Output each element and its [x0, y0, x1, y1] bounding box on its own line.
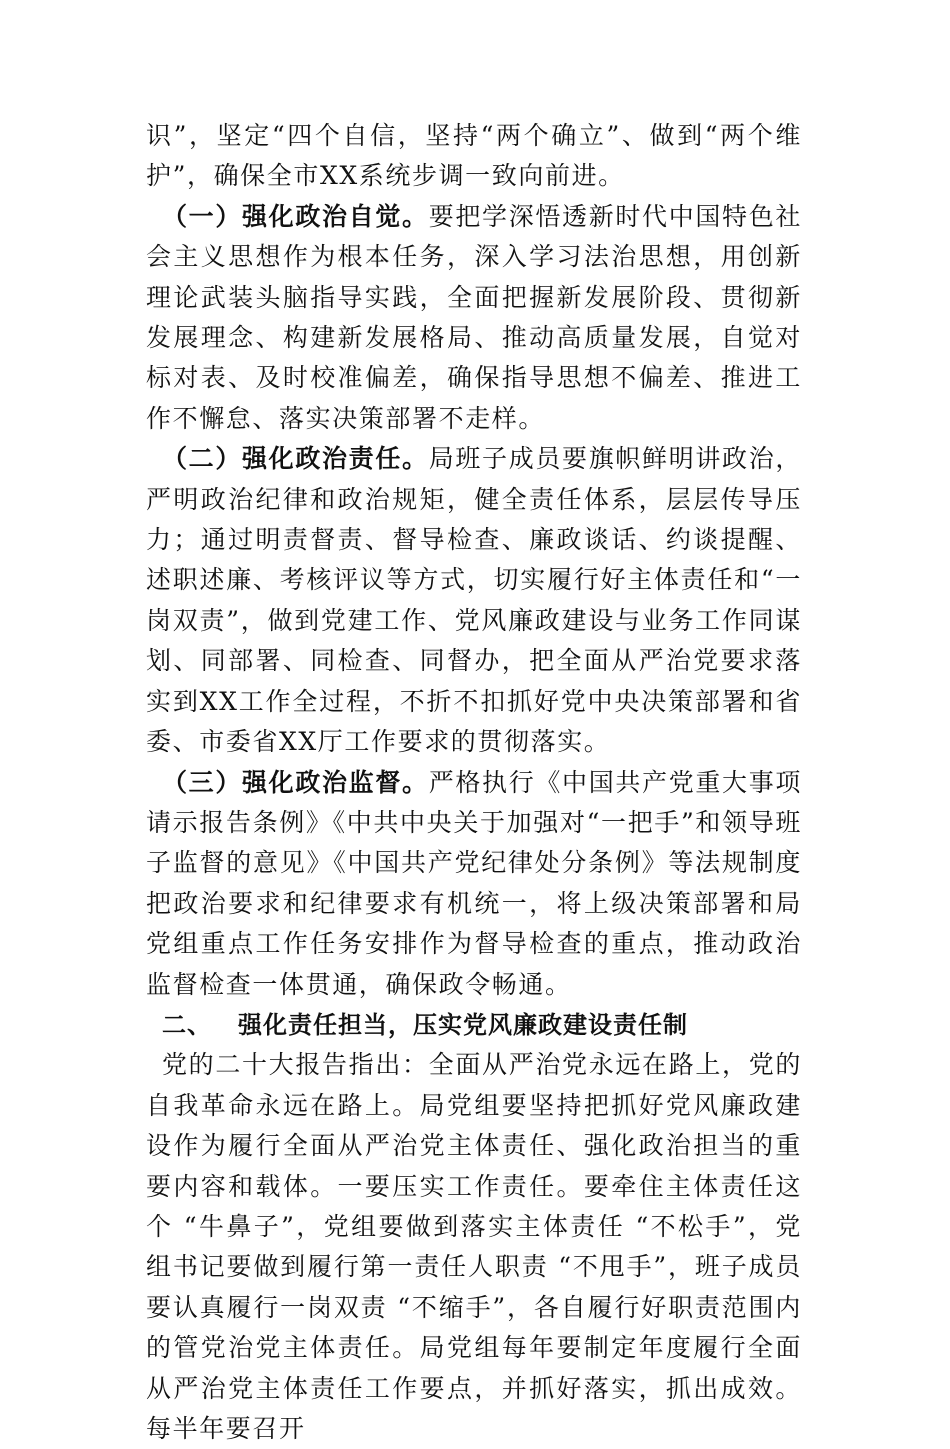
item-3-paragraph: [146, 763, 802, 1005]
section-2-heading: [146, 1005, 802, 1045]
item-2-body: 局班子成员要旗帜鲜明讲政治，严明政治纪律和政治规矩，健全责任体系，层层传导压力；通过明责督责、督导检查、廉政谈话、约谈提醒、述职述廉、考核评议等方式，切实履行好主体责任和“一岗双责”，做到党建工作、党风廉政建设与业务工作同谋划、同部署、同检查、同督办，把全面从严治党要求落实到XX工作全过程，不折不扣抓好党中央决策部署和省委、市委省XX厅工作要求的贯彻落实。: [146, 444, 802, 757]
section-2-number: 二、: [162, 1010, 212, 1039]
intro-paragraph: 识”，坚定“四个自信，坚持“两个确立”、做到“两个维护”，确保全市XX系统步调一致向前进。: [146, 121, 802, 191]
item-1-body: 要把学深悟透新时代中国特色社会主义思想作为根本任务，深入学习法治思想，用创新理论武装头脑指导实践，全面把握新发展阶段、贯彻新发展理念、构建新发展格局、推动高质量发展，自觉对标对表、及时校准偏差，确保指导思想不偏差、推进工作不懈怠、落实决策部署不走样。: [146, 201, 802, 433]
section-2-paragraph: 党的二十大报告指出：全面从严治党永远在路上，党的自我革命永远在路上。局党组要坚持把抓好党风廉政建设作为履行全面从严治党主体责任、强化政治担当的重要内容和载体。一要压实工作责任。要牵住主体责任这个 “牛鼻子”，党组要做到落实主体责任 “不松手”，党组书记要做到履行第一责任人职责 “不甩手”，班子成员要认真履行一岗双责 “不缩手”，各自履行好职责范围内的管党治党主体责任。局党组每年要制定年度履行全面从严治党主体责任工作要点，并抓好落实，抓出成效。每半年要召开: [146, 1050, 802, 1443]
item-3-body: 严格执行《中国共产党重大事项请示报告条例》《中共中央关于加强对“一把手”和领导班子监督的意见》《中国共产党纪律处分条例》等法规制度把政治要求和纪律要求有机统一，将上级决策部署和局党组重点工作任务安排作为督导检查的重点，推动政治监督检查一体贯通，确保政令畅通。: [146, 767, 802, 999]
item-2-paragraph: [146, 439, 802, 762]
section-2-title: 强化责任担当，压实党风廉政建设责任制: [238, 1010, 688, 1039]
item-2-lead: （二）强化政治责任。: [162, 444, 429, 474]
item-1-lead: （一）强化政治自觉。: [162, 201, 429, 231]
document-body: [146, 116, 802, 1449]
item-3-lead: （三）强化政治监督。: [162, 767, 429, 797]
item-1-paragraph: [146, 197, 802, 439]
